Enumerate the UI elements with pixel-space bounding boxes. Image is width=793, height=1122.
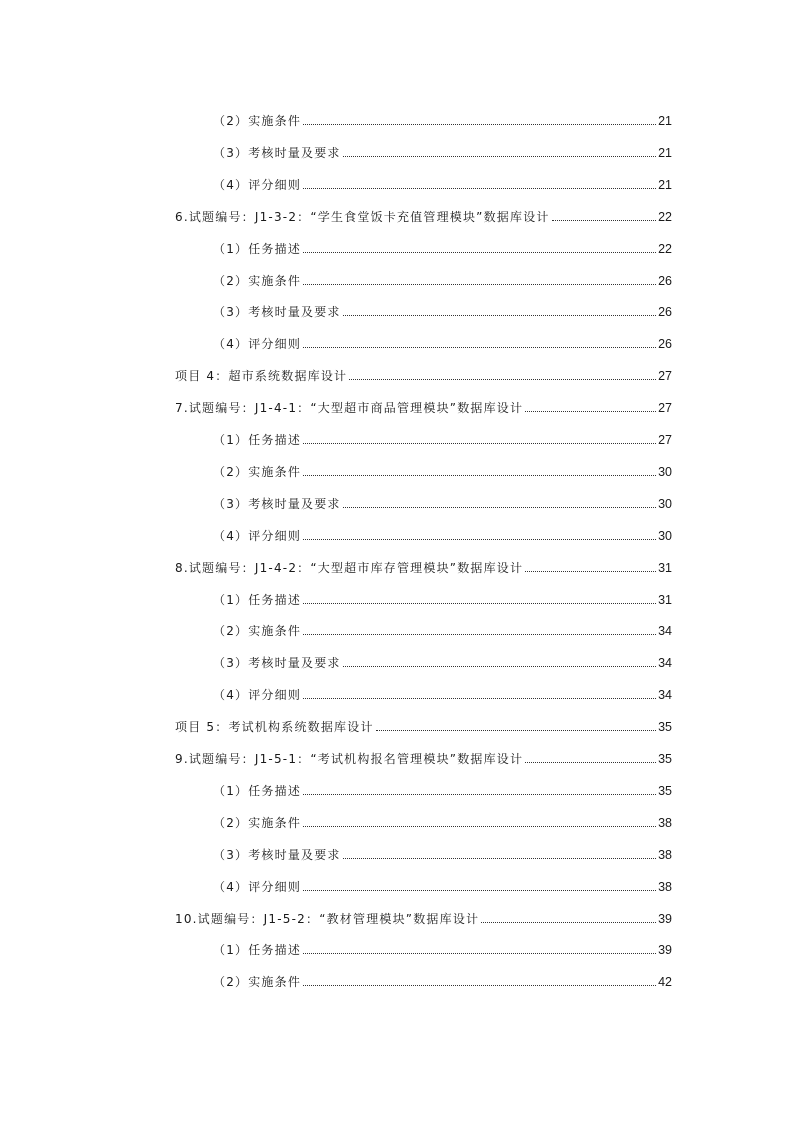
toc-entry-label: 项目 5：考试机构系统数据库设计 [175, 720, 374, 735]
dot-leader [303, 188, 656, 189]
toc-entry-label: （2）实施条件 [213, 114, 302, 128]
dot-leader [376, 730, 656, 731]
toc-entry[interactable] [213, 651, 672, 671]
toc-entry[interactable] [213, 237, 672, 257]
toc-entry-page-number: 39 [658, 911, 672, 926]
dot-leader [303, 953, 656, 954]
dot-leader [525, 411, 656, 412]
toc-entry-label: （4）评分细则 [213, 688, 302, 703]
toc-entry-page-number: 22 [658, 241, 672, 256]
dot-leader [303, 794, 656, 795]
dot-leader [343, 315, 656, 316]
toc-entry[interactable] [213, 428, 672, 448]
toc-entry-page-number: 21 [658, 145, 672, 160]
toc-entry-page-number: 30 [658, 528, 672, 543]
toc-entry[interactable] [213, 619, 672, 639]
toc-entry-page-number: 27 [658, 433, 672, 447]
toc-entry-page-number: 26 [658, 337, 672, 352]
toc-entry-label: （3）考核时量及要求 [213, 847, 341, 862]
dot-leader [343, 156, 656, 157]
toc-entry[interactable] [213, 300, 672, 320]
toc-entry[interactable] [213, 109, 672, 129]
toc-entry-page-number: 22 [658, 209, 672, 224]
toc-entry-page-number: 31 [658, 592, 672, 607]
toc-entry-page-number: 34 [658, 688, 672, 703]
toc-entry-label: 6.试题编号：J1-3-2：“学生食堂饭卡充值管理模块”数据库设计 [175, 209, 550, 224]
toc-entry-label: （1）任务描述 [213, 592, 302, 607]
toc-entry[interactable] [175, 715, 672, 735]
toc-entry[interactable] [213, 683, 672, 703]
toc-entry[interactable] [175, 907, 672, 927]
toc-entry[interactable] [213, 938, 672, 958]
toc-entry-label: （2）实施条件 [213, 815, 302, 830]
toc-entry[interactable] [213, 460, 672, 480]
toc-entry[interactable] [213, 492, 672, 512]
toc-entry-page-number: 34 [658, 624, 672, 639]
toc-entry-label: （1）任务描述 [213, 241, 302, 256]
toc-entry[interactable] [213, 173, 672, 193]
toc-entry-page-number: 34 [658, 656, 672, 671]
dot-leader [303, 539, 656, 540]
toc-entry-page-number: 27 [658, 401, 672, 416]
toc-entry-label: （3）考核时量及要求 [213, 305, 341, 320]
toc-entry[interactable] [213, 269, 672, 289]
toc-entry[interactable] [175, 747, 672, 767]
toc-entry[interactable] [213, 811, 672, 831]
dot-leader [303, 985, 656, 986]
toc-entry-label: （3）考核时量及要求 [213, 656, 341, 671]
toc-entry[interactable] [175, 556, 672, 576]
dot-leader [349, 379, 656, 380]
toc-entry-page-number: 30 [658, 496, 672, 511]
dot-leader [343, 666, 656, 667]
toc-entry-page-number: 26 [658, 273, 672, 288]
toc-entry[interactable] [213, 779, 672, 799]
toc-entry-page-number: 35 [658, 720, 672, 735]
toc-entry[interactable] [175, 205, 672, 225]
toc-entry-label: （3）考核时量及要求 [213, 496, 341, 511]
dot-leader [525, 762, 656, 763]
dot-leader [343, 858, 656, 859]
toc-entry-label: 项目 4：超市系统数据库设计 [175, 369, 348, 384]
toc-entry-page-number: 27 [658, 369, 672, 384]
toc-entry-page-number: 38 [658, 879, 672, 894]
toc-entry[interactable] [175, 396, 672, 416]
toc-entry-label: 10.试题编号：J1-5-2：“教材管理模块”数据库设计 [175, 911, 480, 926]
toc-entry-page-number: 21 [658, 114, 672, 128]
dot-leader [525, 571, 656, 572]
toc-entry-label: 8.试题编号：J1-4-2：“大型超市库存管理模块”数据库设计 [175, 560, 524, 575]
toc-entry-page-number: 31 [658, 560, 672, 575]
toc-entry-label: （2）实施条件 [213, 624, 302, 639]
toc-entry-page-number: 30 [658, 464, 672, 479]
toc-entry[interactable] [213, 332, 672, 352]
dot-leader [303, 890, 656, 891]
toc-entry-label: （4）评分细则 [213, 879, 302, 894]
dot-leader [343, 507, 656, 508]
toc-entry-page-number: 26 [658, 305, 672, 320]
toc-entry[interactable] [213, 141, 672, 161]
toc-entry-label: 9.试题编号：J1-5-1：“考试机构报名管理模块”数据库设计 [175, 752, 524, 766]
toc-entry[interactable] [213, 970, 672, 990]
toc-entry-page-number: 38 [658, 847, 672, 862]
dot-leader [303, 475, 656, 476]
toc-entry-page-number: 35 [658, 752, 672, 766]
toc-entry-page-number: 21 [658, 177, 672, 192]
dot-leader [303, 284, 656, 285]
toc-entry-label: （2）实施条件 [213, 975, 302, 990]
toc-entry-label: （2）实施条件 [213, 273, 302, 288]
toc-entry-label: （1）任务描述 [213, 433, 302, 447]
toc-entry-label: （4）评分细则 [213, 337, 302, 352]
toc-entry-page-number: 42 [658, 975, 672, 990]
dot-leader [303, 698, 656, 699]
dot-leader [552, 220, 657, 221]
dot-leader [303, 634, 656, 635]
toc-entry-label: （4）评分细则 [213, 177, 302, 192]
dot-leader [303, 603, 656, 604]
toc-entry[interactable] [213, 875, 672, 895]
toc-entry-label: （2）实施条件 [213, 464, 302, 479]
toc-entry[interactable] [213, 588, 672, 608]
dot-leader [303, 252, 656, 253]
toc-entry[interactable] [175, 364, 672, 384]
toc-entry-label: （3）考核时量及要求 [213, 145, 341, 160]
dot-leader [303, 826, 656, 827]
toc-entry-label: （1）任务描述 [213, 943, 302, 958]
toc-entry[interactable] [213, 843, 672, 863]
dot-leader [303, 124, 656, 125]
toc-entry-page-number: 38 [658, 815, 672, 830]
dot-leader [303, 443, 656, 444]
toc-entry-label: （1）任务描述 [213, 783, 302, 798]
toc-entry-page-number: 39 [658, 943, 672, 958]
toc-entry-label: 7.试题编号：J1-4-1：“大型超市商品管理模块”数据库设计 [175, 401, 524, 416]
toc-entry-page-number: 35 [658, 783, 672, 798]
toc-entry[interactable] [213, 524, 672, 544]
toc-entry-label: （4）评分细则 [213, 528, 302, 543]
dot-leader [481, 922, 656, 923]
dot-leader [303, 347, 656, 348]
